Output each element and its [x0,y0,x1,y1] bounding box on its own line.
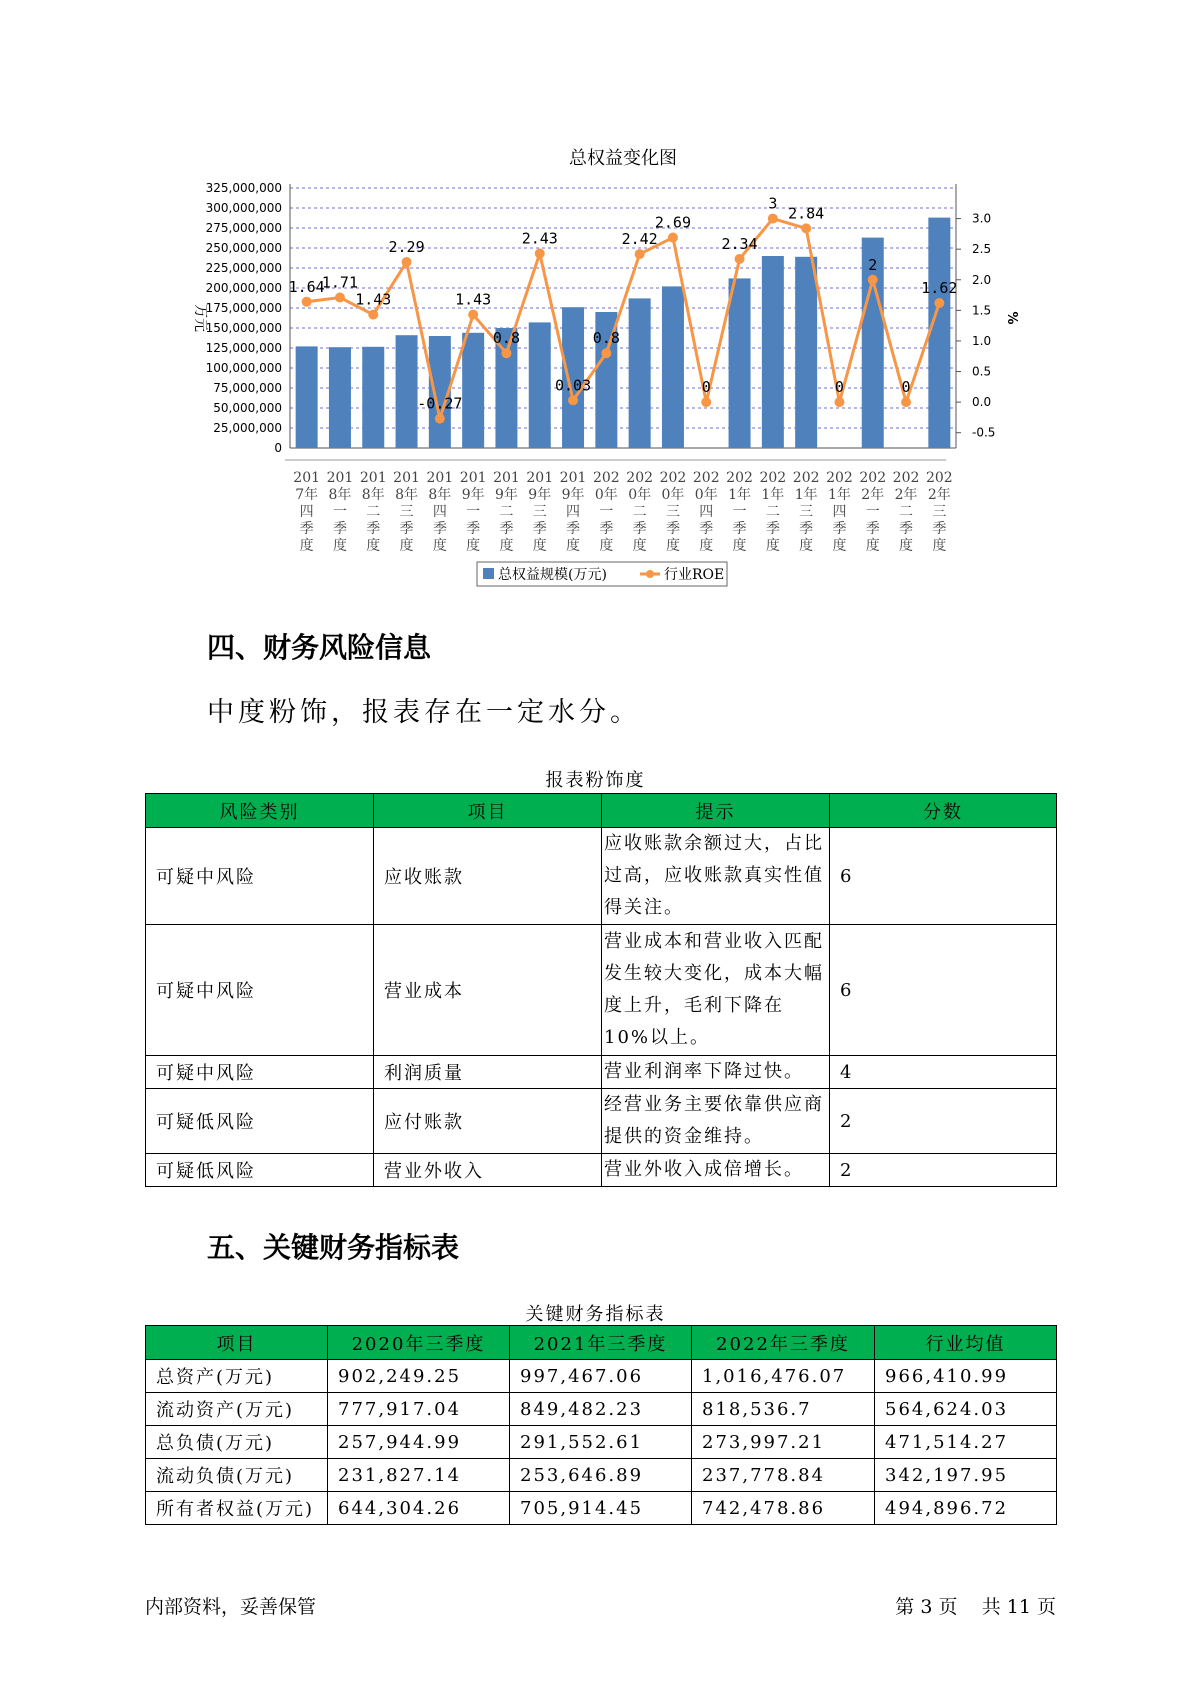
x-tick-label: 度 [332,538,347,554]
header-cell: 行业均值 [875,1326,1057,1360]
x-tick-label: 季 [932,521,947,537]
x-tick-label: 季 [532,521,547,537]
data-label: 0.8 [592,329,620,348]
x-tick-label: 季 [332,521,347,537]
x-tick-label: 二 [899,504,914,520]
x-tick-label: 1年 [728,487,752,503]
metric-name: 总负债(万元) [146,1426,328,1459]
page-current: 3 [920,1596,933,1618]
x-tick-label: 度 [799,538,814,554]
bar [629,298,651,448]
risk-hint: 应收账款余额过大，占比过高，应收账款真实性值得关注。 [602,828,830,925]
x-tick-label: 度 [899,538,914,554]
x-tick-label: 1年 [794,487,818,503]
x-tick-label: 度 [466,538,481,554]
x-tick-label: 季 [832,521,847,537]
header-cell: 项目 [146,1326,328,1360]
header-cell: 风险类别 [146,794,374,828]
risk-score: 2 [830,1154,1057,1187]
roe-point [302,297,312,307]
key-table-header [146,1326,1057,1360]
page-total-suffix: 页 [1036,1596,1056,1618]
data-label: 2.42 [621,230,658,249]
x-tick-label: 季 [699,521,714,537]
roe-point [568,395,578,405]
bar [795,257,817,448]
y2-tick-label: 0.5 [972,364,992,379]
header-cell: 提示 [602,794,830,828]
table-row [146,1393,1057,1426]
x-tick-label: 季 [799,521,814,537]
x-tick-label: 202 [892,470,920,486]
roe-point [768,214,778,224]
x-tick-label: 二 [366,504,381,520]
x-tick-label: 0年 [694,487,718,503]
key-table-caption: 关键财务指标表 [525,1304,666,1325]
metric-value: 342,197.95 [875,1459,1057,1492]
y2-tick-label: 2.0 [972,272,992,287]
x-tick-label: 度 [665,538,680,554]
roe-point [934,298,944,308]
x-tick-label: 度 [832,538,847,554]
x-tick-label: 季 [466,521,481,537]
header-cell: 分数 [830,794,1057,828]
y-tick-label: 225,000,000 [205,261,282,275]
bar [928,218,950,448]
y-tick-label: 150,000,000 [205,321,282,335]
x-tick-label: 度 [532,538,547,554]
data-label: 1.62 [921,279,958,298]
risk-table-header [146,794,1057,828]
x-tick-label: 度 [366,538,381,554]
metric-value: 966,410.99 [875,1360,1057,1393]
x-tick-label: 0年 [594,487,618,503]
x-tick-label: 202 [925,470,953,486]
table-row [146,925,1057,1056]
x-tick-label: 三 [665,504,680,520]
data-label: 1.71 [321,273,359,292]
x-tick-label: 度 [499,538,514,554]
risk-category: 可疑中风险 [146,925,374,1056]
x-tick-label: 2年 [894,487,918,503]
x-tick-label: 一 [466,504,481,520]
data-label: 0.8 [492,329,520,348]
roe-point [468,310,478,320]
x-tick-label: 9年 [461,487,485,503]
risk-score: 4 [830,1056,1057,1089]
roe-point [901,397,911,407]
roe-point [735,254,745,264]
x-tick-label: 季 [865,521,880,537]
x-tick-label: 二 [632,504,647,520]
x-tick-label: 8年 [428,487,452,503]
x-tick-label: 1年 [761,487,785,503]
y-tick-label: 0 [274,441,282,455]
data-label: 2 [868,255,878,274]
risk-category: 可疑中风险 [146,1056,374,1089]
metric-name: 流动负债(万元) [146,1459,328,1492]
legend-line-marker [646,570,654,578]
x-tick-label: 202 [726,470,753,486]
x-tick-label: 度 [432,538,447,554]
x-tick-label: 季 [732,521,747,537]
x-tick-label: 季 [299,521,314,537]
metric-value: 849,482.23 [510,1393,692,1426]
roe-point [635,249,645,259]
x-tick-label: 202 [859,470,887,486]
x-tick-label: 201 [393,470,420,486]
risk-hint: 营业成本和营业收入匹配发生较大变化，成本大幅度上升，毛利下降在10%以上。 [602,925,830,1056]
x-tick-label: 三 [399,504,414,520]
roe-point [402,257,412,267]
page-number [895,1592,1056,1619]
metric-value: 902,249.25 [328,1360,510,1393]
metric-value: 564,624.03 [875,1393,1057,1426]
bar [396,335,418,448]
x-tick-label: 201 [426,470,454,486]
table-row [146,1459,1057,1492]
roe-point [801,223,811,233]
metric-value: 273,997.21 [692,1426,875,1459]
y-tick-label: 325,000,000 [205,181,282,195]
risk-hint: 经营业务主要依靠供应商提供的资金维持。 [602,1089,830,1154]
x-tick-label: 202 [759,470,787,486]
y2-tick-label: 1.0 [972,333,992,348]
metric-name: 所有者权益(万元) [146,1492,328,1525]
risk-item: 营业外收入 [374,1154,602,1187]
metric-value: 777,917.04 [328,1393,510,1426]
x-tick-label: 四 [699,504,714,520]
x-tick-label: 8年 [361,487,385,503]
y2-tick-label: -0.5 [972,425,996,440]
legend-bar-label: 总权益规模(万元) [498,567,607,583]
x-tick-label: 度 [732,538,747,554]
header-cell: 2021年三季度 [510,1326,692,1360]
table-row [146,1360,1057,1393]
table-row [146,1426,1057,1459]
metric-value: 257,944.99 [328,1426,510,1459]
table-row [146,1089,1057,1154]
roe-point [535,248,545,258]
data-label: 1.64 [288,277,325,296]
x-tick-label: 201 [493,470,520,486]
table-row [146,1492,1057,1525]
x-tick-label: 四 [566,504,581,520]
x-tick-label: 一 [865,504,880,520]
legend-bar-swatch [483,568,494,579]
x-tick-label: 2年 [861,487,885,503]
risk-item: 应收账款 [374,828,602,925]
y2-tick-label: 1.5 [972,303,992,318]
x-tick-label: 2年 [927,487,951,503]
risk-table-caption: 报表粉饰度 [545,770,646,791]
x-tick-label: 二 [499,504,514,520]
data-label: 2.43 [521,229,558,248]
x-tick-label: 度 [399,538,414,554]
section4-body: 中度粉饰，报表存在一定水分。 [207,697,641,728]
metric-value: 471,514.27 [875,1426,1057,1459]
bar [329,347,351,448]
x-tick-label: 202 [659,470,687,486]
roe-point [701,397,711,407]
x-tick-label: 三 [532,504,547,520]
x-tick-label: 季 [665,521,680,537]
risk-score: 2 [830,1089,1057,1154]
bar [462,333,484,448]
roe-point [668,233,678,243]
table-row [146,1154,1057,1187]
y2-tick-label: 2.5 [972,242,992,257]
chart-title: 总权益变化图 [569,148,677,169]
risk-category: 可疑低风险 [146,1154,374,1187]
footer-confidential: 内部资料，妥善保管 [145,1596,317,1618]
x-tick-label: 二 [765,504,780,520]
x-tick-label: 202 [692,470,720,486]
x-tick-label: 9年 [528,487,552,503]
y-tick-label: 300,000,000 [205,201,282,215]
risk-hint: 营业利润率下降过快。 [602,1056,830,1089]
roe-point [368,310,378,320]
x-tick-label: 1年 [827,487,851,503]
metric-value: 644,304.26 [328,1492,510,1525]
y-axis-label: 万元 [192,304,208,332]
y-tick-label: 125,000,000 [205,341,282,355]
y-tick-label: 50,000,000 [213,401,282,415]
metric-value: 1,016,476.07 [692,1360,875,1393]
x-tick-label: 8年 [395,487,419,503]
x-tick-label: 202 [592,470,620,486]
bar [296,346,318,448]
metric-value: 291,552.61 [510,1426,692,1459]
bar [729,278,751,448]
risk-item: 应付账款 [374,1089,602,1154]
section4-heading: 四、财务风险信息 [207,631,432,664]
x-tick-label: 季 [632,521,647,537]
x-tick-label: 季 [765,521,780,537]
metric-value: 494,896.72 [875,1492,1057,1525]
data-label: 2.29 [388,238,425,257]
page-total: 11 [1006,1596,1031,1618]
legend-line-label: 行业ROE [664,567,725,583]
risk-hint: 营业外收入成倍增长。 [602,1154,830,1187]
data-label: 2.69 [654,213,692,232]
x-tick-label: 201 [359,470,387,486]
x-tick-label: 一 [599,504,614,520]
x-tick-label: 201 [559,470,587,486]
x-tick-label: 202 [792,470,820,486]
roe-point [335,293,345,303]
data-label: 1.43 [355,290,392,309]
equity-chart [0,0,1191,600]
x-tick-label: 季 [566,521,581,537]
x-tick-label: 8年 [328,487,352,503]
header-cell: 项目 [374,794,602,828]
data-label: 0.03 [554,376,592,395]
x-tick-label: 201 [326,470,354,486]
x-tick-label: 7年 [295,487,319,503]
x-tick-label: 0年 [628,487,652,503]
x-tick-label: 度 [566,538,581,554]
x-tick-label: 9年 [494,487,518,503]
y-tick-label: 250,000,000 [205,241,282,255]
y-tick-label: 25,000,000 [213,421,282,435]
x-tick-label: 四 [432,504,447,520]
risk-score: 6 [830,828,1057,925]
data-label: 2.84 [788,204,825,223]
x-tick-label: 季 [499,521,514,537]
x-tick-label: 0年 [661,487,685,503]
x-tick-label: 202 [626,470,654,486]
y-tick-label: 175,000,000 [205,301,282,315]
x-tick-label: 201 [526,470,554,486]
risk-item: 营业成本 [374,925,602,1056]
data-label: 0 [701,378,711,397]
risk-item: 利润质量 [374,1056,602,1089]
x-tick-label: 9年 [561,487,585,503]
x-tick-label: 度 [599,538,614,554]
data-label: -0.27 [417,394,463,413]
x-tick-label: 201 [293,470,321,486]
metric-value: 997,467.06 [510,1360,692,1393]
x-tick-label: 度 [765,538,780,554]
roe-point [868,275,878,285]
roe-point [601,348,611,358]
y-tick-label: 275,000,000 [205,221,282,235]
metric-name: 流动资产(万元) [146,1393,328,1426]
x-tick-label: 季 [366,521,381,537]
x-tick-label: 度 [932,538,947,554]
metric-value: 705,914.45 [510,1492,692,1525]
metric-name: 总资产(万元) [146,1360,328,1393]
key-financial-table [145,1325,1057,1525]
y2-tick-label: 3.0 [972,211,992,226]
y-tick-label: 100,000,000 [205,361,282,375]
x-tick-label: 季 [899,521,914,537]
metric-value: 742,478.86 [692,1492,875,1525]
y2-axis-label: % [1004,311,1019,325]
bar [529,322,551,448]
data-label: 3 [768,194,778,213]
risk-category: 可疑中风险 [146,828,374,925]
data-label: 2.34 [721,234,758,253]
x-tick-label: 季 [432,521,447,537]
table-row [146,828,1057,925]
x-tick-label: 三 [932,504,947,520]
x-tick-label: 季 [599,521,614,537]
metric-value: 253,646.89 [510,1459,692,1492]
risk-category: 可疑低风险 [146,1089,374,1154]
x-tick-label: 度 [699,538,714,554]
bar [362,347,384,448]
bar [762,256,784,448]
header-cell: 2020年三季度 [328,1326,510,1360]
risk-table [145,793,1057,1187]
x-tick-label: 三 [799,504,814,520]
roe-point [435,414,445,424]
y2-tick-label: 0.0 [972,395,992,410]
x-tick-label: 一 [332,504,347,520]
x-tick-label: 度 [632,538,647,554]
table-row [146,1056,1057,1089]
section5-heading: 五、关键财务指标表 [207,1231,460,1264]
x-tick-label: 202 [826,470,853,486]
data-label: 1.43 [455,290,492,309]
roe-point [501,348,511,358]
bar [662,286,684,448]
y-tick-label: 75,000,000 [213,381,282,395]
x-tick-label: 四 [299,504,314,520]
page-mid: 页 [938,1596,958,1618]
metric-value: 818,536.7 [692,1393,875,1426]
x-tick-label: 季 [399,521,414,537]
x-tick-label: 四 [832,504,847,520]
x-tick-label: 度 [299,538,314,554]
metric-value: 237,778.84 [692,1459,875,1492]
x-tick-label: 度 [865,538,880,554]
roe-point [834,397,844,407]
data-label: 0 [834,378,844,397]
metric-value: 231,827.14 [328,1459,510,1492]
header-cell: 2022年三季度 [692,1326,875,1360]
x-tick-label: 一 [732,504,747,520]
page-prefix: 第 [895,1596,915,1618]
x-tick-label: 201 [459,470,487,486]
data-label: 0 [901,378,911,397]
page-total-prefix: 共 [981,1596,1001,1618]
risk-score: 6 [830,925,1057,1056]
y-tick-label: 200,000,000 [205,281,282,295]
